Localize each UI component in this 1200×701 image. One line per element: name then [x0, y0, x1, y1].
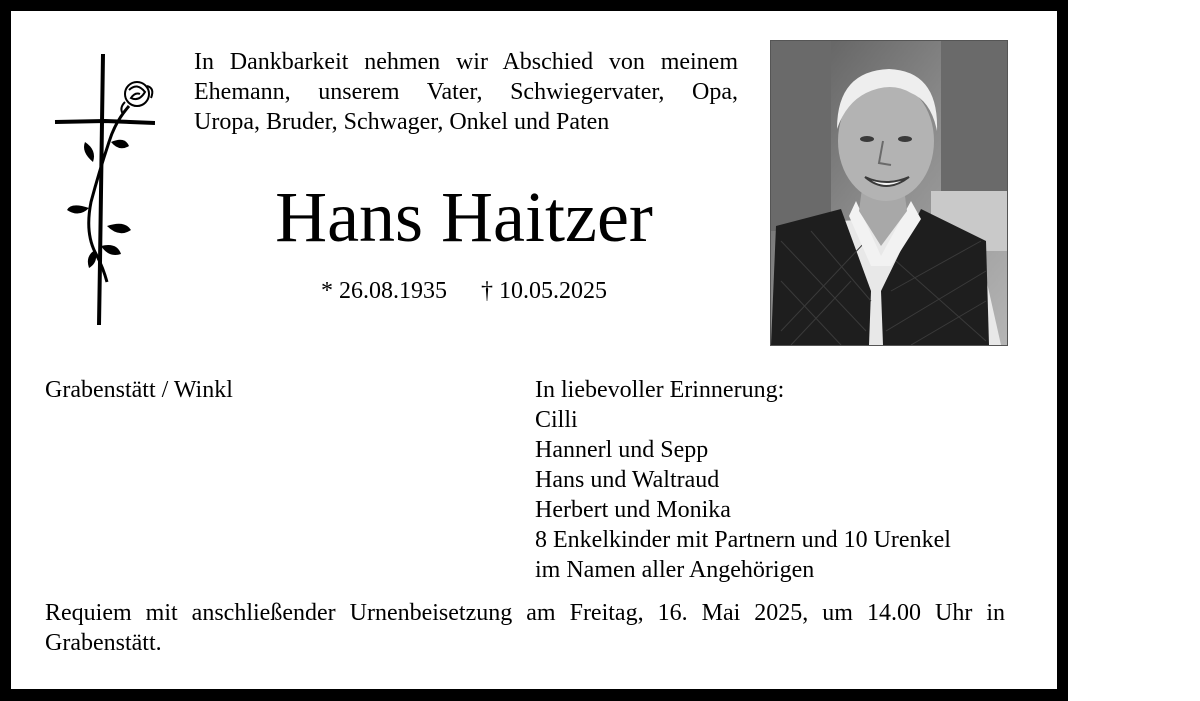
- mourner-line: im Namen aller Angehörigen: [535, 557, 815, 583]
- life-dates: [194, 276, 734, 306]
- portrait-photo: [770, 40, 1008, 346]
- intro-line: In Dankbarkeit nehmen wir Abschied von meinem: [194, 49, 738, 75]
- mourner-line: Hannerl und Sepp: [535, 437, 709, 463]
- service-announcement: Requiem mit anschließender Urnenbeisetzung am Freitag, 16. Mai 2025, um 14.00 Uhr in Grabenstätt.: [45, 600, 1005, 656]
- cross-with-rose-icon: [45, 42, 155, 327]
- mourners-heading: In liebevoller Erinnerung:: [535, 377, 785, 403]
- birth-date: * 26.08.1935: [321, 278, 447, 304]
- mourner-line: Herbert und Monika: [535, 497, 731, 523]
- intro-text: [194, 47, 738, 137]
- mourner-line: 8 Enkelkinder mit Partnern und 10 Urenkel: [535, 527, 951, 553]
- mourner-line: Cilli: [535, 407, 578, 433]
- deceased-name: Hans Haitzer: [275, 177, 653, 257]
- portrait-image: [771, 41, 1007, 345]
- mourner-line: Hans und Waltraud: [535, 467, 720, 493]
- intro-line: Ehemann, unserem Vater, Schwiegervater, Opa,: [194, 79, 738, 105]
- residence-location: Grabenstätt / Winkl: [45, 377, 233, 403]
- intro-line: Uropa, Bruder, Schwager, Onkel und Paten: [194, 109, 610, 135]
- mourners-list: [535, 375, 951, 585]
- death-date: † 10.05.2025: [481, 278, 607, 304]
